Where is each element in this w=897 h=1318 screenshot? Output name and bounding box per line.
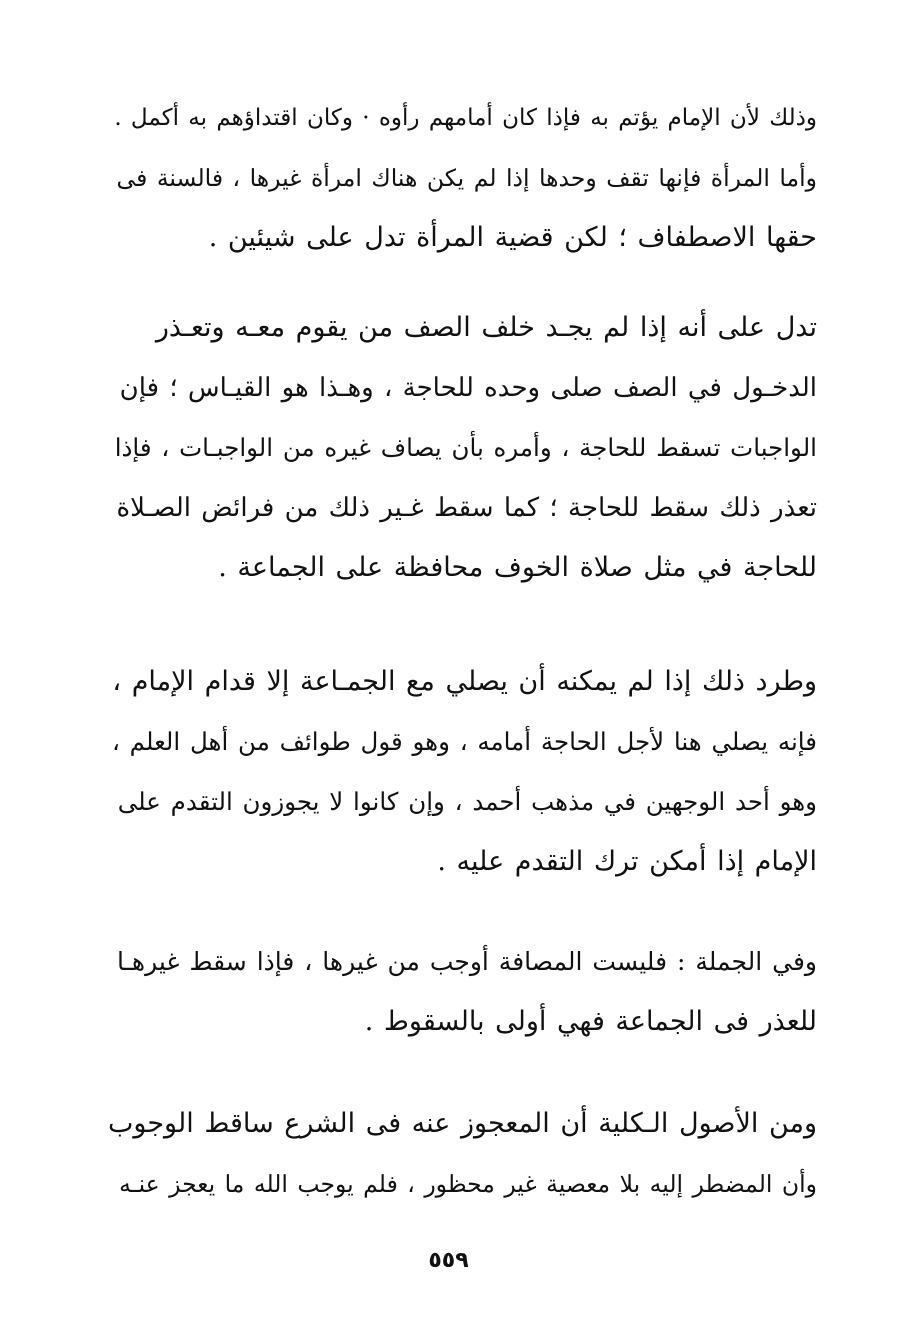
text-line: للحاجة في مثل صلاة الخوف محافظة على الجماعة . (218, 552, 817, 583)
paragraph-4 (108, 932, 817, 1052)
text-line: ومن الأصول الـكلية أن المعجوز عنه فى الشرع ساقط الوجوب (108, 1108, 817, 1139)
text-line: وفي الجملة : فليست المصافة أوجب من غيرها ، فإذا سقط غيرهـا (116, 947, 817, 976)
text-line: الواجبات تسقط للحاجة ، وأمره بأن يصاف غيره من الواجبـات ، فإذا (114, 433, 817, 462)
text-line: فإنه يصلي هنا لأجل الحاجة أمامه ، وهو قول طوائف من أهل العلم ، (111, 727, 817, 756)
text-line: تدل على أنه إذا لم يجـد خلف الصف من يقوم معـه وتعـذر (155, 312, 817, 343)
text-line: وهو أحد الوجهين في مذهب أحمد ، وإن كانوا لا يجوزون التقدم على (117, 787, 817, 816)
page-number: ٥٥٩ (428, 1248, 469, 1273)
text-line: حقها الاصطفاف ؛ لكن قضية المرأة تدل على شيئين . (208, 222, 817, 253)
paragraph-1 (108, 88, 817, 268)
paragraph-5 (108, 1094, 817, 1214)
text-line: وأن المضطر إليه بلا معصية غير محظور ، فلم يوجب الله ما يعجز عنـه (119, 1170, 817, 1198)
text-line: للعذر فى الجماعة فهي أولى بالسقوط . (364, 1006, 817, 1037)
text-line: وذلك لأن الإمام يؤتم به فإذا كان أمامهم رأوه · وكان اقتداؤهم به أكمل . (114, 105, 817, 131)
text-line: تعذر ذلك سقط للحاجة ؛ كما سقط غـير ذلك من فرائض الصـلاة (116, 493, 817, 523)
text-line: وطرد ذلك إذا لم يمكنه أن يصلي مع الجمـاعة إلا قدام الإمام ، (112, 666, 817, 697)
paragraph-3 (108, 652, 817, 892)
text-line: الإمام إذا أمكن ترك التقدم عليه . (437, 846, 817, 877)
text-line: وأما المرأة فإنها تقف وحدها إذا لم يكن هناك امرأة غيرها ، فالسنة فى (116, 164, 817, 192)
paragraph-2 (108, 298, 817, 598)
text-line: الدخـول في الصف صلى وحده للحاجة ، وهـذا هو القيـاس ؛ فإن (119, 373, 817, 403)
